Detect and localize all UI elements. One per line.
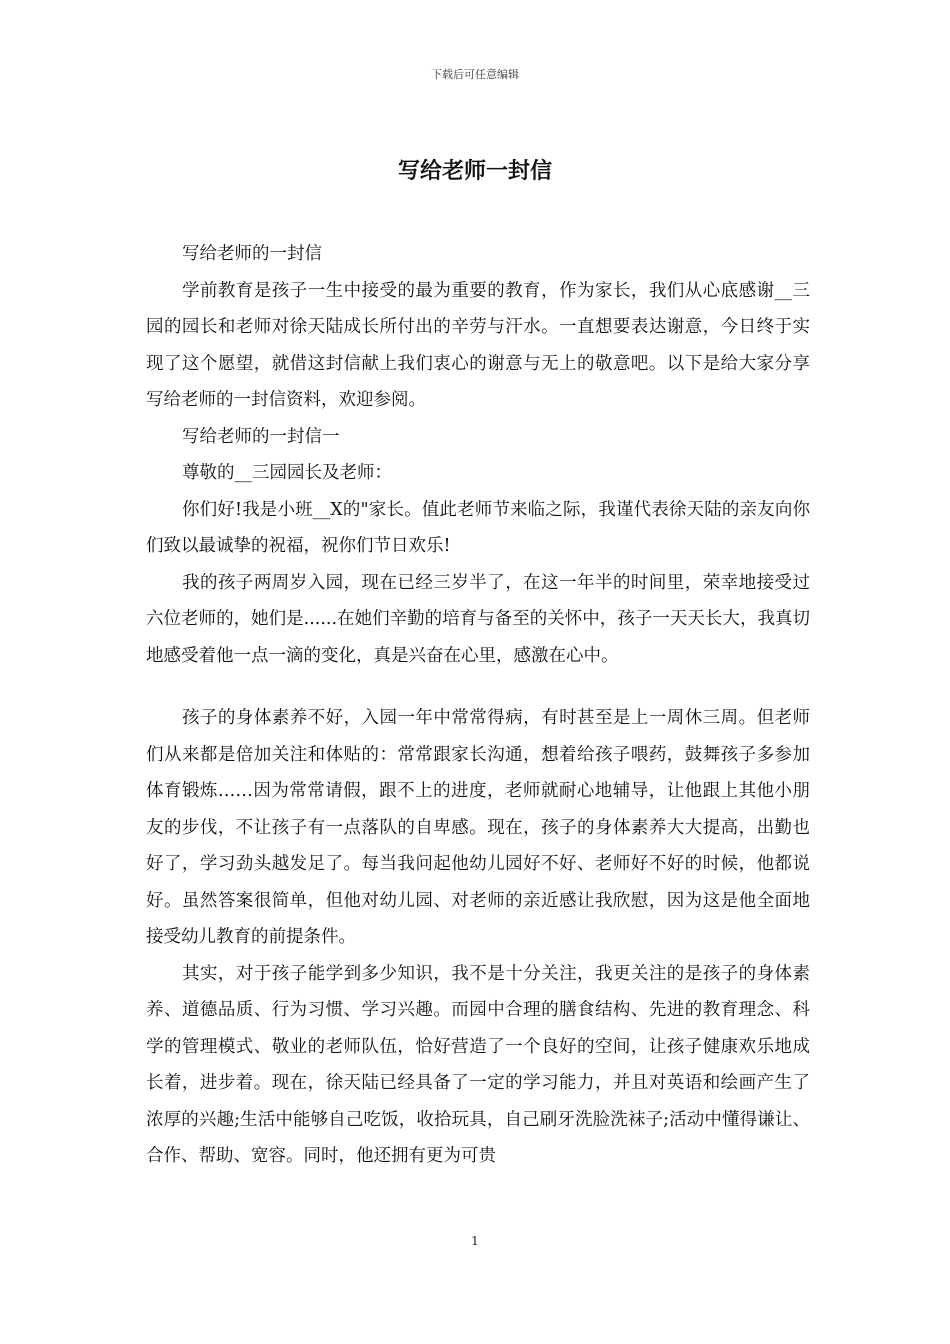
- document-title: 写给老师一封信: [397, 158, 552, 184]
- paragraph-greeting: 你们好!我是小班__X的"家长。值此老师节来临之际，我谨代表徐天陆的亲友向你们致以最诚挚的祝福，祝你们节日欢乐!: [146, 499, 810, 556]
- page-number: 1: [471, 1234, 479, 1248]
- document-body: [146, 236, 810, 1175]
- paragraph-values: 其实，对于孩子能学到多少知识，我不是十分关注，我更关注的是孩子的身体素养、道德品质、行为习惯、学习兴趣。而园中合理的膳食结构、先进的教育理念、科学的管理模式、敬业的老师队伍，恰好营造了一个良好的空间，让孩子健康欢乐地成长着，进步着。现在，徐天陆已经具备了一定的学习能力，并且对英语和绘画产生了浓厚的兴趣;生活中能够自己吃饭，收拾玩具，自己刷牙洗脸洗袜子;活动中懂得谦让、合作、帮助、宽容。同时，他还拥有更为可贵: [146, 963, 810, 1166]
- paragraph-letter-heading: 写给老师的一封信一: [182, 426, 340, 447]
- paragraph-growth: 我的孩子两周岁入园，现在已经三岁半了，在这一年半的时间里，荣幸地接受过六位老师的，她们是......在她们辛勤的培育与备至的关怀中，孩子一天天长大，我真切地感受着他一点一滴的变化，真是兴奋在心里，感激在心中。: [146, 572, 810, 666]
- header-note: 下载后可任意编辑: [431, 68, 519, 81]
- paragraph-intro: 学前教育是孩子一生中接受的最为重要的教育，作为家长，我们从心底感谢__三园的园长和老师对徐天陆成长所付出的辛劳与汗水。一直想要表达谢意，今日终于实现了这个愿望，就借这封信献上我们衷心的谢意与无上的敬意吧。以下是给大家分享写给老师的一封信资料，欢迎参阅。: [146, 280, 810, 410]
- paragraph-heading: 写给老师的一封信: [182, 244, 322, 264]
- paragraph-health: 孩子的身体素养不好，入园一年中常常得病，有时甚至是上一周休三周。但老师们从来都是倍加关注和体贴的：常常跟家长沟通，想着给孩子喂药，鼓舞孩子多参加体育锻炼……因为常常请假，跟不上的进度，老师就耐心地辅导，让他跟上其他小朋友的步伐，不让孩子有一点落队的自卑感。现在，孩子的身体素养大大提高，出勤也好了，学习劲头越发足了。每当我问起他幼儿园好不好、老师好不好的时候，他都说好。虽然答案很简单，但他对幼儿园、对老师的亲近感让我欣慰，因为这是他全面地接受幼儿教育的前提条件。: [146, 708, 810, 947]
- paragraph-salutation: 尊敬的__三园园长及老师：: [182, 463, 392, 483]
- paragraph-gap: [146, 674, 810, 700]
